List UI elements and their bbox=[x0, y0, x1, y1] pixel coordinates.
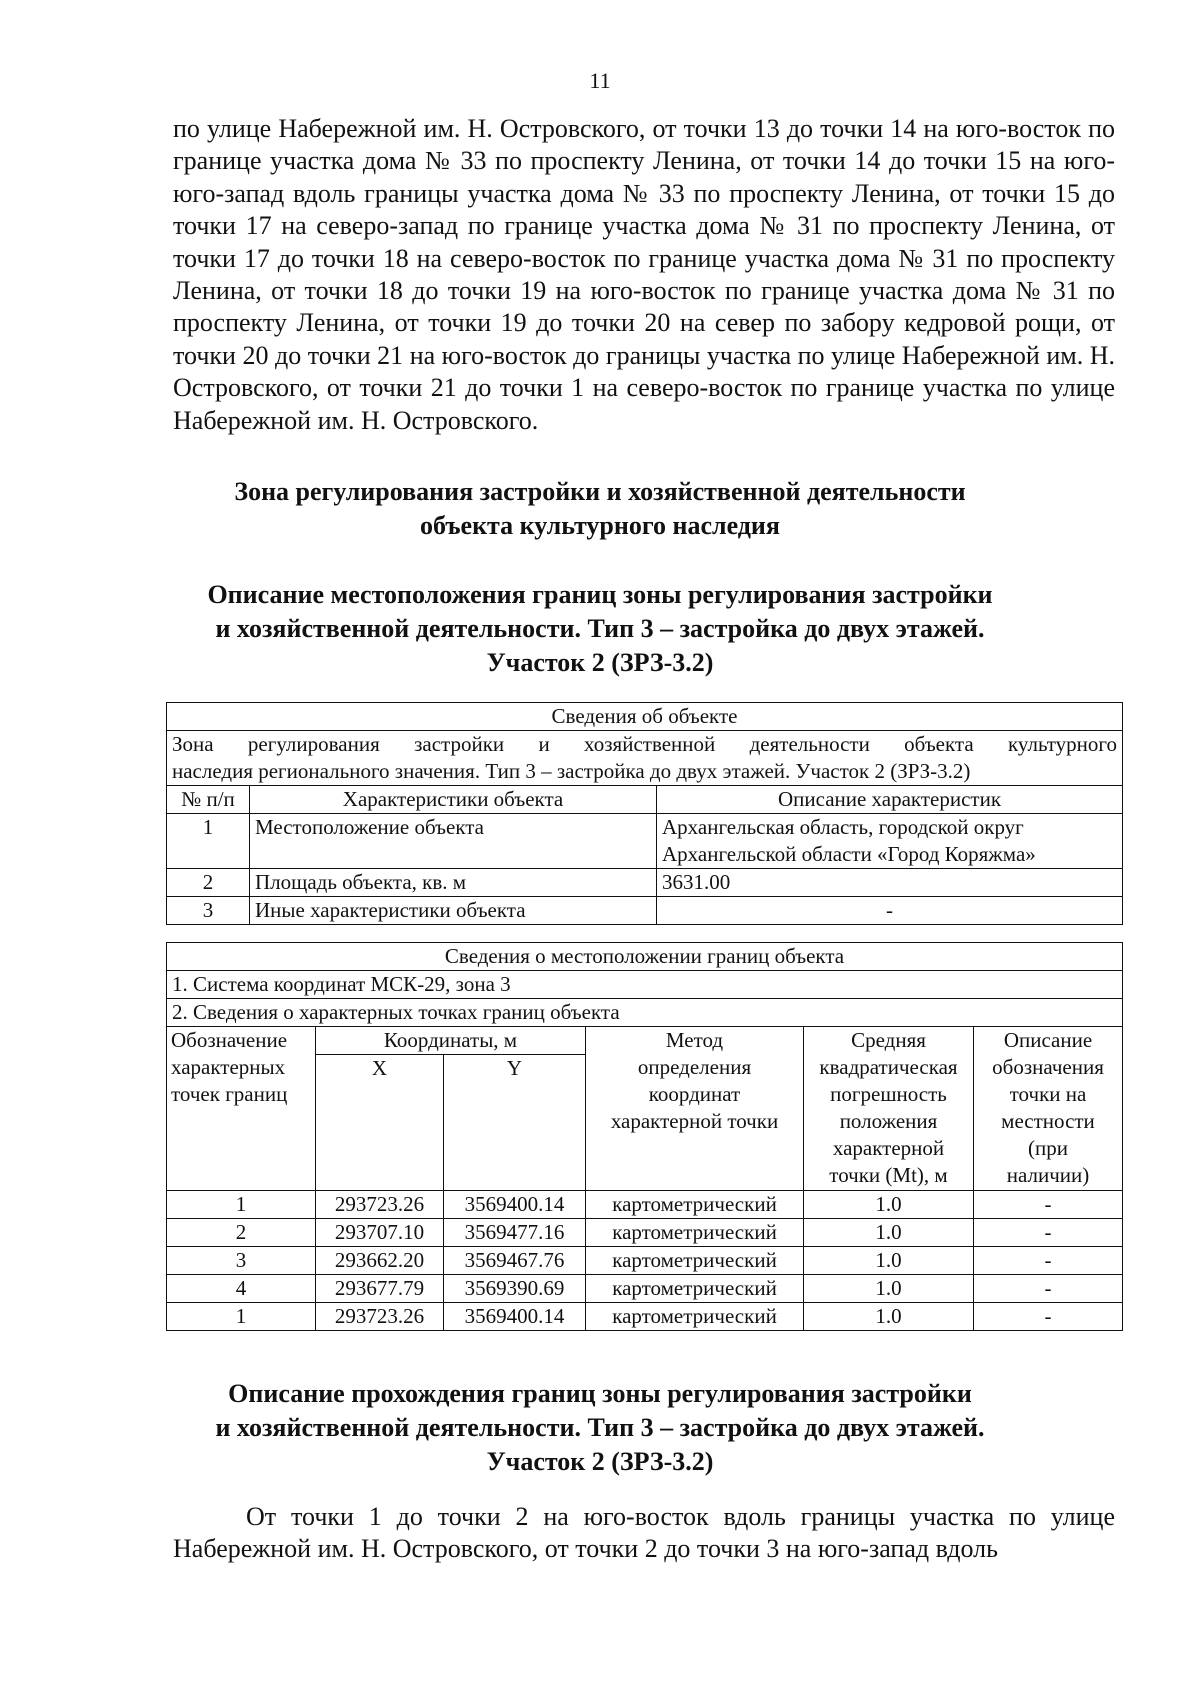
table-row bbox=[167, 999, 1123, 1027]
table-row bbox=[167, 971, 1123, 999]
coordinates-table bbox=[166, 942, 1123, 1331]
intro-paragraph: по улице Набережной им. Н. Островского, от точки 13 до точки 14 на юго-восток по границе участка дома № 33 по проспекту Ленина, от точки 14 до точки 15 на юго-юго-запад вдоль границы участка дома № 33 по проспекту Ленина, от точки 15 до точки 17 на северо-запад по границе участка дома № 31 по проспекту Ленина, от точки 17 до точки 18 на северо-восток по границе участка дома № 31 по проспекту Ленина, от точки 18 до точки 19 на юго-восток по границе участка дома № 31 по проспекту Ленина, от точки 19 до точки 20 на север по забору кедровой рощи, от точки 20 до точки 21 на юго-восток до границы участка по улице Набережной им. Н. Островского, от точки 21 до точки 1 на северо-восток по границе участка по улице Набережной им. Н. Островского. bbox=[173, 114, 1115, 435]
passage-heading-line2: и хозяйственной деятельности. Тип 3 – застройка до двух этажей. bbox=[215, 1413, 985, 1442]
table-row bbox=[167, 814, 1123, 869]
coords-table-title: Сведения о местоположении границ объекта bbox=[167, 943, 1123, 971]
column-header-number: № п/п bbox=[167, 786, 250, 814]
table-title-row bbox=[167, 943, 1123, 971]
location-heading-line3: Участок 2 (ЗРЗ-3.2) bbox=[486, 648, 714, 677]
object-info-table bbox=[166, 702, 1123, 925]
table-row bbox=[167, 731, 1123, 786]
table-title-row bbox=[167, 703, 1123, 731]
table-cell: Иные характеристики объекта bbox=[250, 897, 657, 925]
table-cell: 1 bbox=[167, 1191, 316, 1219]
table-cell: 3569400.14 bbox=[444, 1303, 586, 1331]
table-cell: 3631.00 bbox=[657, 869, 1123, 897]
table-header-row bbox=[167, 1027, 1123, 1055]
table-cell: картометрический bbox=[586, 1191, 804, 1219]
column-header-characteristics: Характеристики объекта bbox=[250, 786, 657, 814]
table-cell: картометрический bbox=[586, 1303, 804, 1331]
table-cell: 293723.26 bbox=[316, 1303, 444, 1331]
final-paragraph: От точки 1 до точки 2 на юго-восток вдоль границы участка по улице Набережной им. Н. Островского, от точки 2 до точки 3 на юго-запад вдоль bbox=[173, 1502, 1115, 1564]
column-header-x: X bbox=[316, 1055, 444, 1191]
table-row bbox=[167, 1303, 1123, 1331]
object-description-line2: наследия регионального значения. Тип 3 – застройка до двух этажей. Участок 2 (ЗРЗ-3.2) bbox=[172, 759, 971, 783]
coordinate-system-cell: 1. Система координат МСК-29, зона 3 bbox=[167, 971, 1123, 999]
table-cell: 4 bbox=[167, 1275, 316, 1303]
table-row bbox=[167, 1219, 1123, 1247]
page-number: 11 bbox=[589, 68, 611, 93]
table-cell: 3 bbox=[167, 897, 250, 925]
table-cell: - bbox=[657, 897, 1123, 925]
table-cell: 3 bbox=[167, 1247, 316, 1275]
table-cell: - bbox=[974, 1247, 1123, 1275]
object-description-cell bbox=[167, 731, 1123, 786]
table-row bbox=[167, 1247, 1123, 1275]
column-header-description: Описание характеристик bbox=[657, 786, 1123, 814]
table-cell: 3569467.76 bbox=[444, 1247, 586, 1275]
location-heading-line1: Описание местоположения границ зоны регулирования застройки bbox=[207, 580, 993, 609]
table-cell: - bbox=[974, 1191, 1123, 1219]
table-cell: 1 bbox=[167, 814, 250, 869]
table-cell: Площадь объекта, кв. м bbox=[250, 869, 657, 897]
table-row bbox=[167, 869, 1123, 897]
object-description-line1: Зона регулирования застройки и хозяйственной деятельности объекта культурного bbox=[172, 732, 1117, 756]
table-cell: - bbox=[974, 1219, 1123, 1247]
zone-heading bbox=[150, 475, 1050, 543]
table-cell: 3569400.14 bbox=[444, 1191, 586, 1219]
passage-heading-line3: Участок 2 (ЗРЗ-3.2) bbox=[486, 1447, 714, 1476]
location-heading-line2: и хозяйственной деятельности. Тип 3 – застройка до двух этажей. bbox=[215, 614, 985, 643]
table-cell: картометрический bbox=[586, 1275, 804, 1303]
table-cell: картометрический bbox=[586, 1219, 804, 1247]
table-cell: 1.0 bbox=[804, 1275, 974, 1303]
table-cell: 3569477.16 bbox=[444, 1219, 586, 1247]
table-cell: - bbox=[974, 1303, 1123, 1331]
table-cell: 1 bbox=[167, 1303, 316, 1331]
zone-heading-line2: объекта культурного наследия bbox=[420, 511, 780, 540]
column-header-method: Метод определения координат характерной точки bbox=[586, 1027, 804, 1191]
table-cell: 1.0 bbox=[804, 1247, 974, 1275]
column-header-designation: Обозначение характерных точек границ bbox=[167, 1027, 316, 1191]
table-cell: 2 bbox=[167, 869, 250, 897]
object-table-title: Сведения об объекте bbox=[167, 703, 1123, 731]
table-cell: 1.0 bbox=[804, 1191, 974, 1219]
table-cell: - bbox=[974, 1275, 1123, 1303]
table-cell: 293707.10 bbox=[316, 1219, 444, 1247]
column-header-error: Средняя квадратическая погрешность положения характерной точки (Mt), м bbox=[804, 1027, 974, 1191]
points-title-cell: 2. Сведения о характерных точках границ объекта bbox=[167, 999, 1123, 1027]
table-cell: 3569390.69 bbox=[444, 1275, 586, 1303]
zone-heading-line1: Зона регулирования застройки и хозяйственной деятельности bbox=[234, 477, 966, 506]
passage-heading bbox=[150, 1377, 1050, 1479]
table-cell: 2 bbox=[167, 1219, 316, 1247]
location-heading bbox=[150, 578, 1050, 680]
table-row bbox=[167, 897, 1123, 925]
table-cell: 1.0 bbox=[804, 1303, 974, 1331]
column-header-point-description: Описание обозначения точки на местности (при наличии) bbox=[974, 1027, 1123, 1191]
table-cell: Архангельская область, городской округ Архангельской области «Город Коряжма» bbox=[657, 814, 1123, 869]
passage-heading-line1: Описание прохождения границ зоны регулирования застройки bbox=[228, 1379, 972, 1408]
table-row bbox=[167, 1275, 1123, 1303]
column-header-coordinates: Координаты, м bbox=[316, 1027, 586, 1055]
table-cell: 293662.20 bbox=[316, 1247, 444, 1275]
table-header-row bbox=[167, 786, 1123, 814]
table-cell: 293723.26 bbox=[316, 1191, 444, 1219]
table-cell: 293677.79 bbox=[316, 1275, 444, 1303]
column-header-y: Y bbox=[444, 1055, 586, 1191]
table-cell: 1.0 bbox=[804, 1219, 974, 1247]
table-row bbox=[167, 1191, 1123, 1219]
table-cell: Местоположение объекта bbox=[250, 814, 657, 869]
table-cell: картометрический bbox=[586, 1247, 804, 1275]
